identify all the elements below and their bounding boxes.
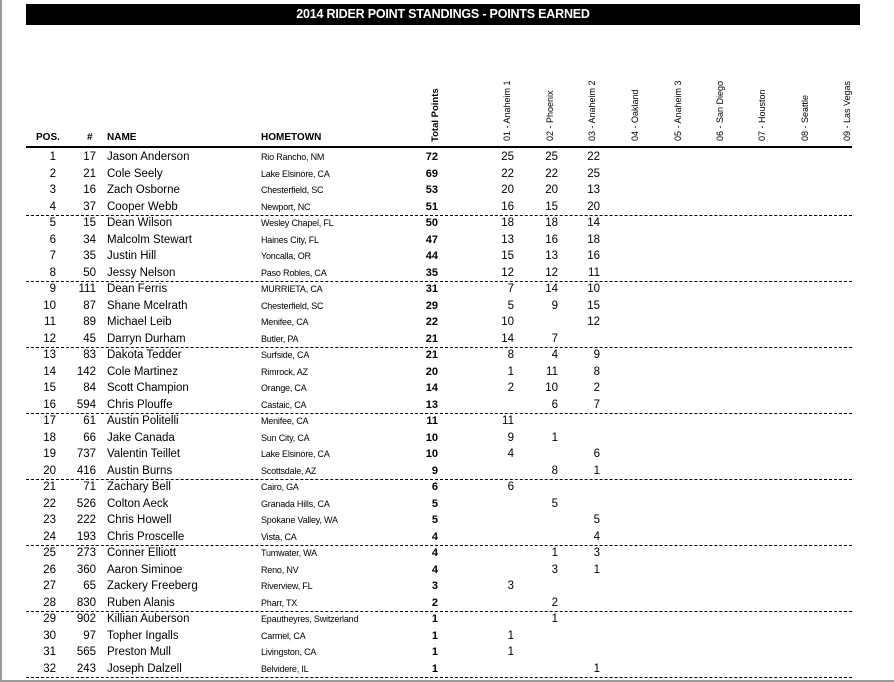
cell-number: 111 xyxy=(78,283,96,295)
cell-number: 87 xyxy=(83,299,96,312)
cell-hometown: Cairo, GA xyxy=(261,482,299,492)
table-row xyxy=(26,232,852,249)
cell-r1: 7 xyxy=(507,283,514,295)
cell-r2: 4 xyxy=(551,349,558,361)
page-left-border xyxy=(0,0,2,682)
cell-total: 31 xyxy=(425,283,438,295)
cell-hometown: MURRIETA, CA xyxy=(261,284,323,294)
cell-r2: 7 xyxy=(551,332,558,345)
cell-total: 1 xyxy=(431,629,438,642)
cell-name: Topher Ingalls xyxy=(107,629,179,642)
cell-pos: 11 xyxy=(44,316,56,328)
table-row xyxy=(26,512,852,529)
cell-r3: 22 xyxy=(587,151,600,163)
cell-number: 45 xyxy=(83,332,96,345)
table-row xyxy=(26,149,852,166)
cell-r1: 1 xyxy=(507,646,514,658)
cell-r3: 1 xyxy=(593,563,600,576)
cell-r2: 1 xyxy=(551,431,558,444)
column-header-name: NAME xyxy=(107,132,137,143)
cell-total: 2 xyxy=(431,596,438,609)
cell-r2: 18 xyxy=(545,217,558,229)
cell-pos: 1 xyxy=(49,151,56,163)
cell-pos: 6 xyxy=(49,233,56,246)
cell-pos: 25 xyxy=(43,547,56,559)
cell-total: 4 xyxy=(431,547,438,559)
cell-total: 44 xyxy=(425,250,438,262)
cell-name: Cole Seely xyxy=(107,167,163,180)
cell-number: 273 xyxy=(76,547,96,559)
cell-hometown: Rio Rancho, NM xyxy=(261,152,325,162)
cell-r2: 5 xyxy=(551,497,558,510)
column-header-round-7: 07 - Houston xyxy=(757,89,767,141)
cell-name: Scott Champion xyxy=(107,382,189,394)
cell-name: Killian Auberson xyxy=(107,613,190,625)
cell-total: 11 xyxy=(426,415,438,427)
cell-total: 35 xyxy=(425,266,438,279)
cell-name: Chris Plouffe xyxy=(107,398,173,411)
cell-hometown: Spokane Valley, WA xyxy=(261,515,338,525)
cell-r2: 8 xyxy=(551,464,558,477)
cell-hometown: Chesterfield, SC xyxy=(261,185,324,195)
cell-name: Chris Howell xyxy=(107,514,172,526)
cell-hometown: Sun City, CA xyxy=(261,432,310,443)
table-row xyxy=(26,496,852,513)
cell-r1: 5 xyxy=(507,299,514,312)
cell-number: 61 xyxy=(83,415,96,427)
cell-pos: 5 xyxy=(49,217,56,229)
column-header-round-3: 03 - Anaheim 2 xyxy=(587,80,597,141)
cell-number: 34 xyxy=(83,233,96,246)
cell-hometown: Chesterfield, SC xyxy=(261,300,324,311)
table-row xyxy=(26,611,852,628)
cell-hometown: Menifee, CA xyxy=(261,317,309,327)
cell-r2: 10 xyxy=(545,382,558,394)
cell-r3: 14 xyxy=(587,217,600,229)
cell-hometown: Granada Hills, CA xyxy=(261,498,330,509)
cell-name: Austin Burns xyxy=(107,464,173,477)
cell-pos: 27 xyxy=(43,580,56,592)
cell-name: Colton Aeck xyxy=(107,497,169,510)
cell-r2: 3 xyxy=(551,563,558,576)
cell-name: Cooper Webb xyxy=(107,200,178,213)
cell-pos: 7 xyxy=(49,250,56,262)
table-row xyxy=(26,380,852,397)
cell-pos: 4 xyxy=(49,200,56,213)
cell-pos: 13 xyxy=(43,349,56,361)
cell-total: 4 xyxy=(431,530,438,543)
cell-pos: 23 xyxy=(43,514,56,526)
cell-total: 21 xyxy=(425,332,438,345)
column-header-round-5: 05 - Anaheim 3 xyxy=(673,80,683,141)
cell-hometown: Vista, CA xyxy=(261,531,297,542)
cell-pos: 22 xyxy=(43,497,56,510)
cell-total: 1 xyxy=(431,613,438,625)
cell-r1: 1 xyxy=(507,629,514,642)
cell-r3: 1 xyxy=(593,464,600,477)
cell-hometown: Carmel, CA xyxy=(261,630,306,641)
table-row xyxy=(26,347,852,364)
cell-r3: 6 xyxy=(593,448,600,460)
cell-total: 20 xyxy=(425,365,438,378)
cell-r3: 9 xyxy=(593,349,600,361)
table-row xyxy=(26,298,852,315)
cell-number: 594 xyxy=(76,398,96,411)
cell-r3: 7 xyxy=(593,398,600,411)
cell-name: Conner Elliott xyxy=(107,547,177,559)
cell-total: 10 xyxy=(425,448,438,460)
cell-name: Darryn Durham xyxy=(107,332,186,345)
cell-hometown: Belvidere, IL xyxy=(261,663,309,674)
cell-r1: 2 xyxy=(507,382,514,394)
cell-pos: 15 xyxy=(43,382,56,394)
cell-name: Dakota Tedder xyxy=(107,349,182,361)
cell-number: 142 xyxy=(76,365,96,378)
cell-r1: 20 xyxy=(501,184,514,196)
cell-hometown: Paso Robles, CA xyxy=(261,267,327,278)
cell-total: 69 xyxy=(425,167,438,180)
cell-r3: 13 xyxy=(587,184,600,196)
cell-number: 16 xyxy=(83,184,96,196)
cell-total: 14 xyxy=(425,382,438,394)
cell-hometown: Rimrock, AZ xyxy=(261,366,308,377)
table-row xyxy=(26,281,852,298)
table-row xyxy=(26,314,852,331)
cell-pos: 12 xyxy=(43,332,56,345)
cell-name: Joseph Dalzell xyxy=(107,662,182,675)
cell-number: 71 xyxy=(83,481,96,493)
cell-total: 53 xyxy=(425,184,438,196)
cell-hometown: Surfside, CA xyxy=(261,350,310,360)
cell-r2: 20 xyxy=(545,184,558,196)
cell-total: 5 xyxy=(431,497,438,510)
table-row xyxy=(26,397,852,414)
cell-pos: 29 xyxy=(43,613,56,625)
cell-total: 50 xyxy=(425,217,438,229)
cell-r2: 13 xyxy=(545,250,558,262)
cell-total: 1 xyxy=(431,662,438,675)
cell-name: Valentin Teillet xyxy=(107,448,181,460)
cell-r2: 16 xyxy=(545,233,558,246)
cell-number: 737 xyxy=(76,448,96,460)
cell-r2: 11 xyxy=(546,365,558,378)
cell-number: 84 xyxy=(83,382,96,394)
table-row xyxy=(26,562,852,579)
cell-r2: 15 xyxy=(545,200,558,213)
report-title: 2014 RIDER POINT STANDINGS - POINTS EARNED xyxy=(26,4,860,25)
cell-hometown: Yoncalla, OR xyxy=(261,251,311,261)
cell-name: Zach Osborne xyxy=(107,184,180,196)
cell-pos: 9 xyxy=(49,283,56,295)
cell-hometown: Lake Elsinore, CA xyxy=(261,168,330,179)
cell-r3: 15 xyxy=(587,299,600,312)
cell-total: 3 xyxy=(431,580,438,592)
cell-r1: 4 xyxy=(507,448,514,460)
cell-pos: 10 xyxy=(43,299,56,312)
cell-r3: 1 xyxy=(593,662,600,675)
cell-number: 21 xyxy=(83,167,96,180)
table-row xyxy=(26,364,852,381)
cell-hometown: Orange, CA xyxy=(261,383,307,393)
table-row xyxy=(26,479,852,496)
cell-total: 1 xyxy=(431,646,438,658)
cell-r2: 9 xyxy=(551,299,558,312)
table-row xyxy=(26,529,852,546)
table-row xyxy=(26,430,852,447)
table-row xyxy=(26,248,852,265)
cell-number: 66 xyxy=(83,431,96,444)
cell-name: Preston Mull xyxy=(107,646,171,658)
cell-name: Jake Canada xyxy=(107,431,175,444)
cell-r3: 25 xyxy=(587,167,600,180)
table-row xyxy=(26,628,852,645)
cell-name: Chris Proscelle xyxy=(107,530,185,543)
cell-hometown: Tumwater, WA xyxy=(261,548,317,558)
cell-r3: 20 xyxy=(587,200,600,213)
cell-total: 13 xyxy=(425,398,438,411)
cell-number: 97 xyxy=(83,629,96,642)
cell-name: Justin Hill xyxy=(107,250,157,262)
table-row xyxy=(26,545,852,562)
table-row xyxy=(26,644,852,661)
cell-hometown: Reno, NV xyxy=(261,564,299,575)
cell-name: Jessy Nelson xyxy=(107,266,176,279)
cell-name: Zackery Freeberg xyxy=(107,580,198,592)
cell-r3: 8 xyxy=(593,365,600,378)
cell-r2: 2 xyxy=(551,596,558,609)
cell-hometown: Scottsdale, AZ xyxy=(261,465,317,476)
cell-pos: 24 xyxy=(43,530,56,543)
cell-total: 4 xyxy=(431,563,438,576)
cell-pos: 16 xyxy=(43,398,56,411)
column-header-round-8: 08 - Seattle xyxy=(800,94,810,141)
cell-pos: 14 xyxy=(43,365,56,378)
cell-pos: 28 xyxy=(43,596,56,609)
cell-hometown: Lake Elsinore, CA xyxy=(261,449,330,459)
cell-hometown: Menifee, CA xyxy=(261,416,309,426)
cell-pos: 17 xyxy=(43,415,56,427)
cell-number: 37 xyxy=(83,200,96,213)
cell-name: Ruben Alanis xyxy=(107,596,175,609)
column-header-round-9: 09 - Las Vegas xyxy=(842,80,852,141)
cell-pos: 8 xyxy=(49,266,56,279)
cell-hometown: Livingston, CA xyxy=(261,647,317,657)
cell-name: Shane Mcelrath xyxy=(107,299,188,312)
cell-total: 6 xyxy=(431,481,438,493)
cell-name: Dean Wilson xyxy=(107,217,173,229)
cell-r3: 10 xyxy=(587,283,600,295)
cell-r2: 25 xyxy=(545,151,558,163)
column-header-pos: POS. xyxy=(36,132,60,143)
cell-pos: 3 xyxy=(49,184,56,196)
cell-r1: 3 xyxy=(507,580,514,592)
cell-name: Cole Martinez xyxy=(107,365,178,378)
cell-r1: 15 xyxy=(501,250,514,262)
cell-total: 9 xyxy=(431,464,438,477)
table-row xyxy=(26,661,852,678)
cell-number: 50 xyxy=(83,266,96,279)
cell-r2: 12 xyxy=(545,266,558,279)
cell-pos: 21 xyxy=(43,481,56,493)
cell-hometown: Epautheyres, Switzerland xyxy=(261,614,359,624)
cell-number: 565 xyxy=(76,646,96,658)
cell-name: Dean Ferris xyxy=(107,283,168,295)
cell-r1: 22 xyxy=(501,167,514,180)
cell-number: 83 xyxy=(83,349,96,361)
cell-pos: 30 xyxy=(43,629,56,642)
cell-r1: 18 xyxy=(501,217,514,229)
cell-total: 72 xyxy=(425,151,438,163)
cell-r1: 10 xyxy=(501,316,514,328)
cell-hometown: Newport, NC xyxy=(261,201,311,212)
table-row xyxy=(26,215,852,232)
cell-r1: 13 xyxy=(501,233,514,246)
cell-pos: 18 xyxy=(43,431,56,444)
cell-hometown: Riverview, FL xyxy=(261,581,313,591)
cell-name: Austin Politelli xyxy=(107,415,179,427)
cell-name: Zachary Bell xyxy=(107,481,171,493)
cell-r1: 9 xyxy=(507,431,514,444)
cell-name: Malcolm Stewart xyxy=(107,233,192,246)
cell-pos: 26 xyxy=(43,563,56,576)
cell-total: 5 xyxy=(431,514,438,526)
cell-r1: 8 xyxy=(507,349,514,361)
cell-r3: 2 xyxy=(593,382,600,394)
table-row xyxy=(26,182,852,199)
column-header-number: # xyxy=(87,132,93,143)
cell-total: 51 xyxy=(425,200,438,213)
cell-hometown: Butler, PA xyxy=(261,333,299,344)
cell-r1: 14 xyxy=(501,332,514,345)
cell-number: 243 xyxy=(76,662,96,675)
table-row xyxy=(26,446,852,463)
cell-r1: 1 xyxy=(507,365,514,378)
cell-name: Michael Leib xyxy=(107,316,172,328)
cell-pos: 31 xyxy=(43,646,56,658)
cell-number: 65 xyxy=(83,580,96,592)
cell-r3: 5 xyxy=(593,514,600,526)
cell-r3: 4 xyxy=(593,530,600,543)
table-row xyxy=(26,166,852,183)
cell-hometown: Wesley Chapel, FL xyxy=(261,218,334,228)
table-row xyxy=(26,265,852,282)
column-header-round-4: 04 - Oakland xyxy=(630,89,640,141)
cell-total: 29 xyxy=(425,299,438,312)
table-row xyxy=(26,463,852,480)
cell-pos: 20 xyxy=(43,464,56,477)
table-row xyxy=(26,413,852,430)
table-row xyxy=(26,331,852,348)
cell-number: 193 xyxy=(76,530,96,543)
cell-total: 21 xyxy=(425,349,438,361)
cell-pos: 2 xyxy=(49,167,56,180)
cell-r1: 12 xyxy=(501,266,514,279)
cell-name: Aaron Siminoe xyxy=(107,563,183,576)
cell-r1: 6 xyxy=(507,481,514,493)
cell-r1: 16 xyxy=(501,200,514,213)
table-row xyxy=(26,578,852,595)
cell-r2: 1 xyxy=(551,613,558,625)
cell-r3: 3 xyxy=(593,547,600,559)
cell-number: 89 xyxy=(83,316,96,328)
cell-total: 47 xyxy=(425,233,438,246)
cell-number: 830 xyxy=(76,596,96,609)
cell-hometown: Pharr, TX xyxy=(261,597,298,608)
cell-total: 10 xyxy=(425,431,438,444)
cell-number: 15 xyxy=(83,217,96,229)
cell-r1: 11 xyxy=(502,415,514,427)
cell-number: 526 xyxy=(76,497,96,510)
cell-number: 416 xyxy=(76,464,96,477)
cell-hometown: Castaic, CA xyxy=(261,399,307,410)
cell-r3: 16 xyxy=(587,250,600,262)
cell-pos: 19 xyxy=(43,448,56,460)
column-header-round-6: 06 - San Diego xyxy=(715,80,725,141)
column-header-hometown: HOMETOWN xyxy=(261,132,322,143)
cell-r2: 22 xyxy=(545,167,558,180)
cell-r2: 6 xyxy=(551,398,558,411)
column-header-total-points: Total Points xyxy=(430,88,441,142)
cell-number: 35 xyxy=(83,250,96,262)
cell-total: 22 xyxy=(425,316,438,328)
cell-r3: 11 xyxy=(588,266,600,279)
cell-number: 902 xyxy=(76,613,96,625)
header-rule xyxy=(26,146,852,148)
table-row xyxy=(26,595,852,612)
cell-pos: 32 xyxy=(43,662,56,675)
cell-number: 17 xyxy=(83,151,96,163)
column-header-round-1: 01 - Anaheim 1 xyxy=(502,80,512,141)
cell-r3: 12 xyxy=(587,316,600,328)
cell-number: 360 xyxy=(76,563,96,576)
group-separator xyxy=(26,677,852,678)
cell-name: Jason Anderson xyxy=(107,151,190,163)
table-row xyxy=(26,199,852,216)
cell-r2: 14 xyxy=(545,283,558,295)
cell-r1: 25 xyxy=(501,151,514,163)
cell-number: 222 xyxy=(76,514,96,526)
column-header-round-2: 02 - Phoenix xyxy=(545,90,555,141)
cell-hometown: Haines City, FL xyxy=(261,234,319,245)
cell-r3: 18 xyxy=(587,233,600,246)
cell-r2: 1 xyxy=(551,547,558,559)
